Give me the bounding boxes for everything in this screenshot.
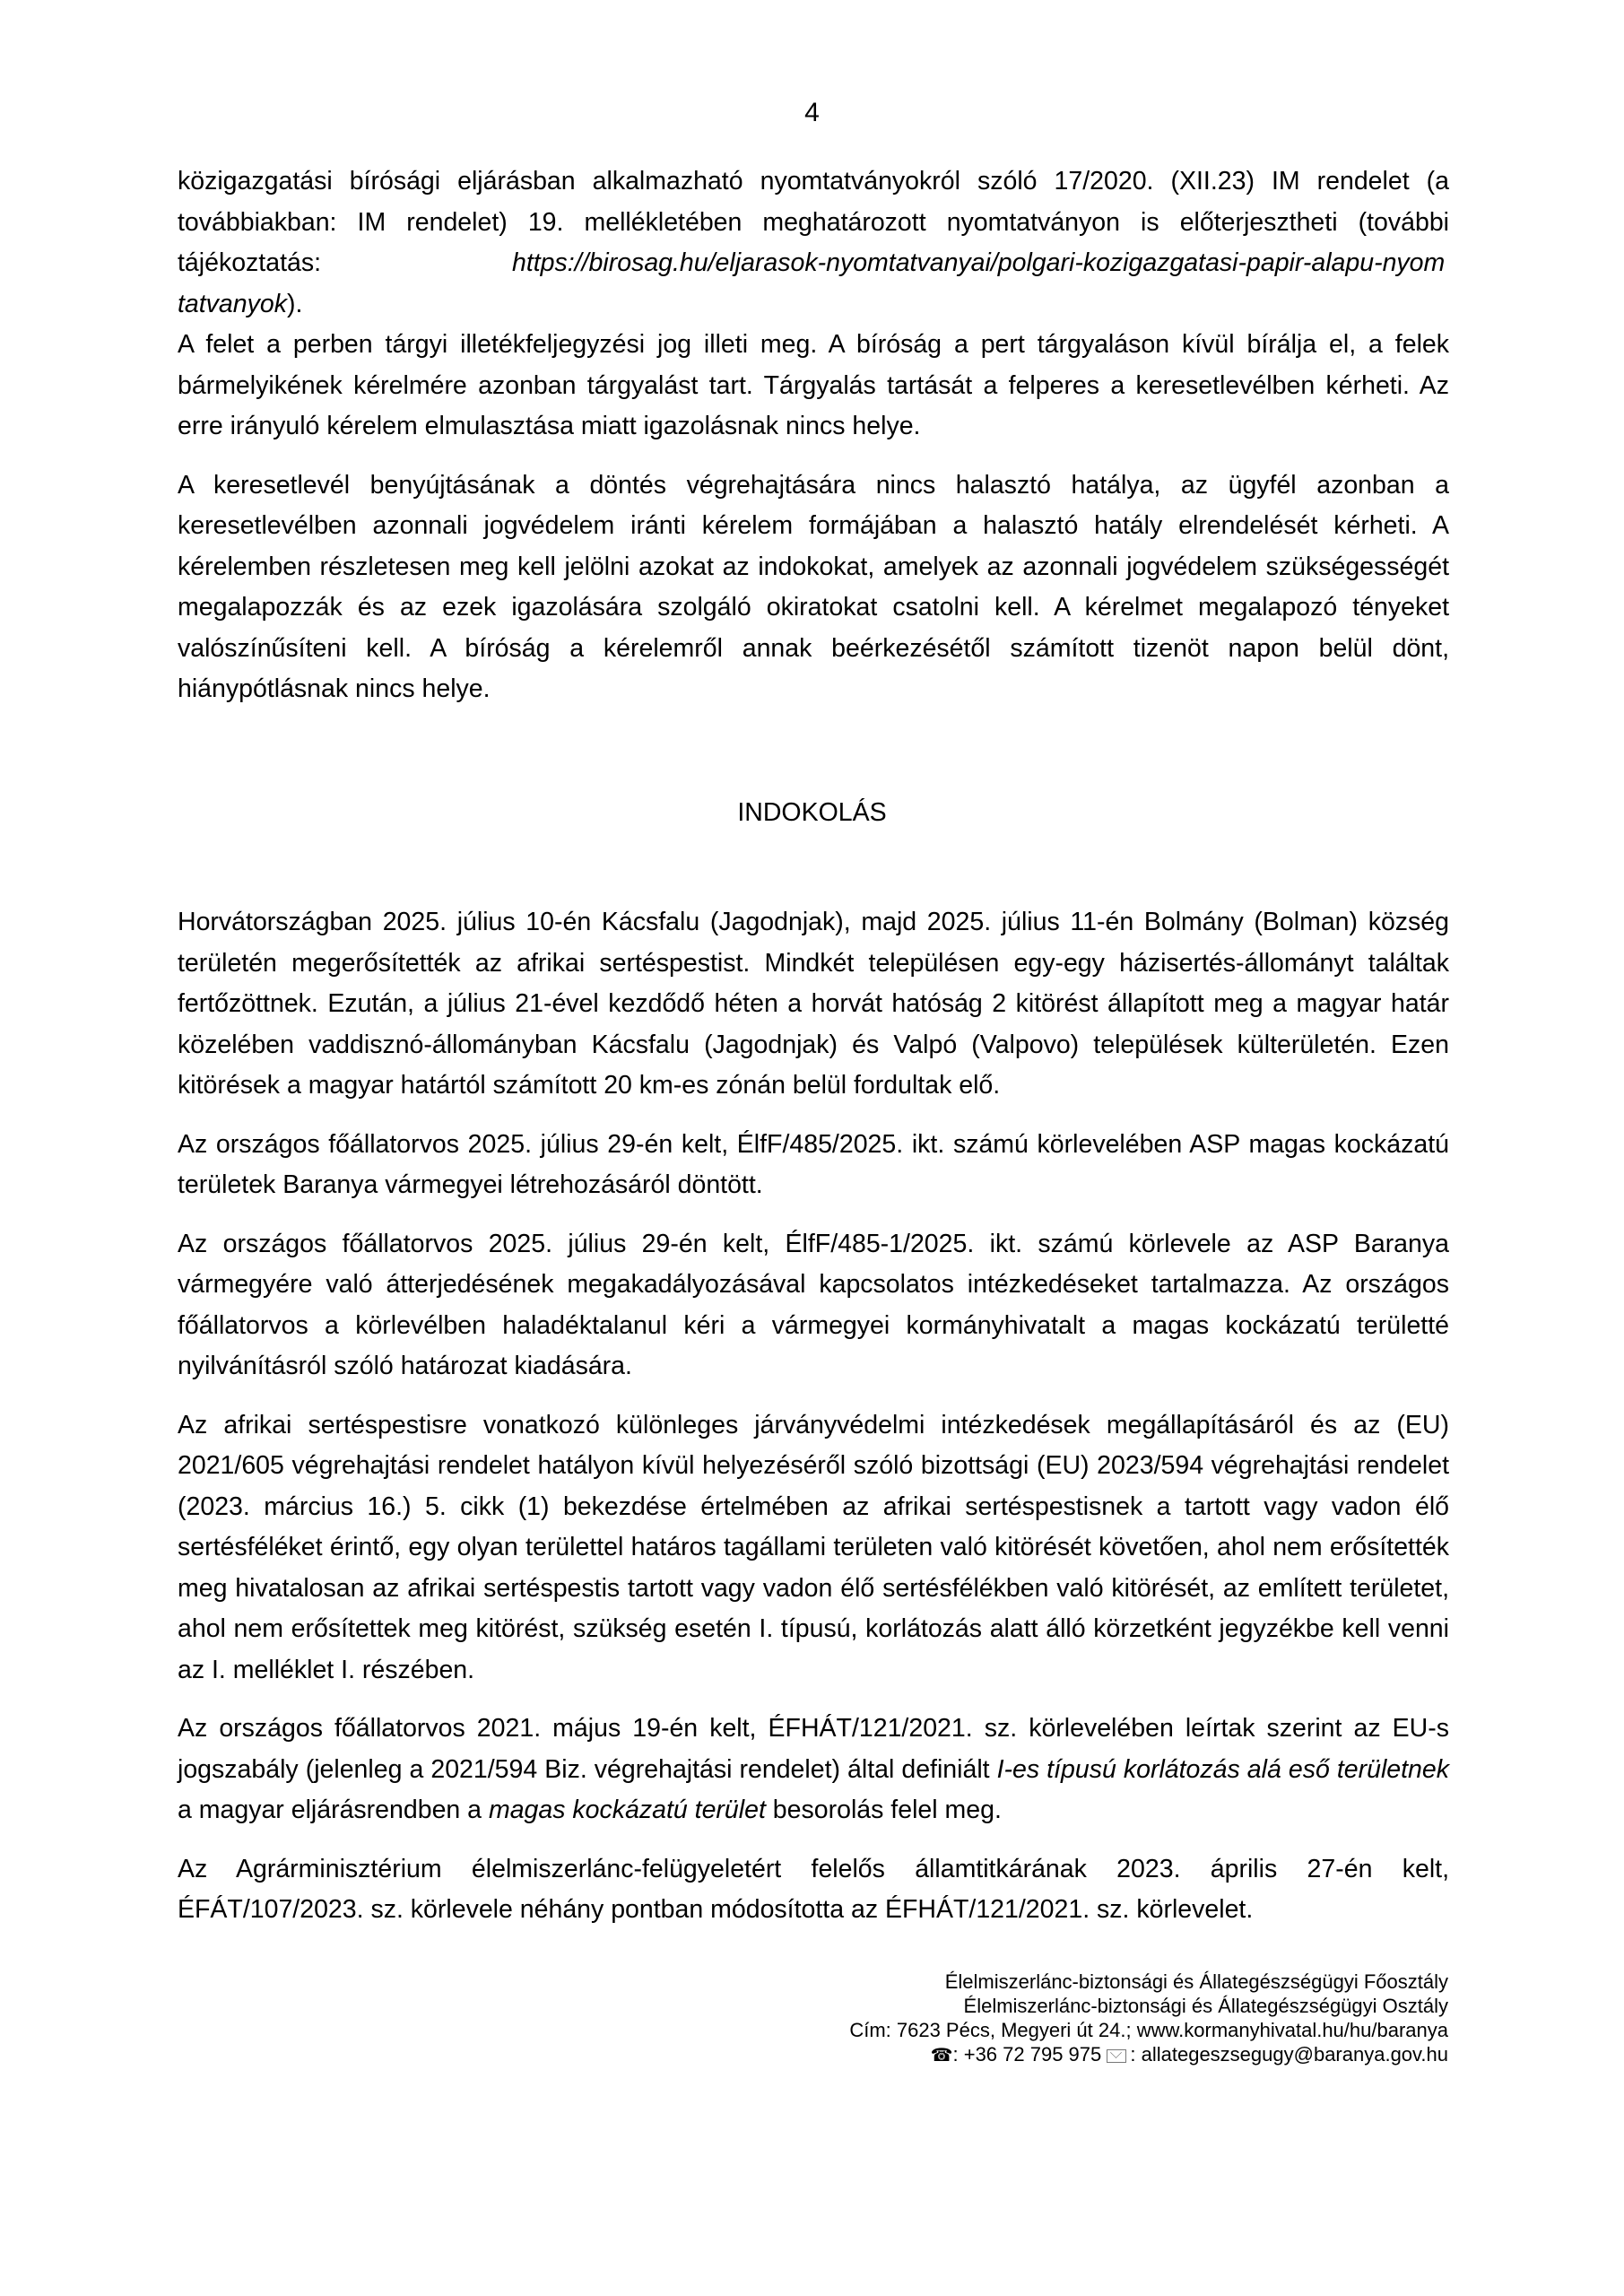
p5-emphasis-1: I-es típusú korlátozás alá eső területnek xyxy=(996,1754,1450,1784)
footer-phone: : +36 72 795 975 xyxy=(952,2043,1102,2066)
paragraph-2: A felet a perben tárgyi illetékfeljegyzési jog illeti meg. A bíróság a pert tárgyaláson kívül bírálja el, a felek bármelyikének kérelmére azonban tárgyalást tart. Tárgyalás tartását a felperes a keresetlevélben kérheti. Az erre irányuló kérelem elmulasztása miatt igazolásnak nincs helye. xyxy=(178,330,1449,440)
p5-part3: besorolás felel meg. xyxy=(765,1796,1002,1824)
phone-icon: ☎ xyxy=(930,2046,953,2066)
reasoning-paragraph-4: Az afrikai sertéspestisre vonatkozó különleges járványvédelmi intézkedések megállapításáról és az (EU) 2021/605 végrehajtási rendelet hatályon kívül helyezéséről szóló bizottsági (EU) 2023/594 végrehajtási rendelet (2023. március 16.) 5. cikk (1) bekezdése értelmében az afrikai sertéspestisnek a tartott vagy vadon élő sertésféléket érintő, egy olyan területtel határos tagállami területen való kitörését követően, ahol nem erősítették meg hivatalosan az afrikai sertéspestis tartott vagy vadon élő sertésfélékben való kitörését, az említett területet, ahol nem erősítettek meg kitörést, szükség esetén I. típusú, korlátozás alatt álló körzetként jegyzékbe kell venni az I. melléklet I. részében. xyxy=(178,1410,1449,1684)
reasoning-section xyxy=(178,902,1449,1931)
p5-part1: Az országos főállatorvos 2021. május 19-én kelt, ÉFHÁT/121/2021. sz. körlevelében leírtak szerint az EU-s jogszabály (jelenleg a 2021/594 Biz. végrehajtási rendelet) által definiált xyxy=(178,1714,1449,1784)
reasoning-paragraph-5 xyxy=(178,1709,1449,1831)
paragraph-3: A keresetlevél benyújtásának a döntés végrehajtására nincs halasztó hatálya, az ügyfél azonban a keresetlevélben azonnali jogvédelem iránti kérelem formájában a halasztó hatály elrendelését kérheti. A kérelemben részletesen meg kell jelölni azokat az indokokat, amelyek az azonnali jogvédelem szükségességét megalapozzák és az ezek igazolására szolgáló okiratokat csatolni kell. A kérelmet megalapozó tényeket valószínűsíteni kell. A bíróság a kérelemről annak beérkezésétől számított tizenöt napon belül dönt, hiánypótlásnak nincs helye. xyxy=(178,470,1449,703)
footer-contact xyxy=(849,2042,1448,2068)
p5-emphasis-2: magas kockázatú terület xyxy=(488,1796,766,1824)
footer xyxy=(849,1970,1448,2068)
p1-url: https://birosag.hu/eljarasok-nyomtatvanyai/polgari-kozigazgatasi-papir-alapu-nyomtatvanyok xyxy=(178,248,1446,318)
footer-department: Élelmiszerlánc-biztonsági és Állategészségügyi Főosztály xyxy=(944,1970,1448,1993)
page-number: 4 xyxy=(804,98,820,127)
reasoning-paragraph-2: Az országos főállatorvos 2025. július 29-én kelt, ÉlfF/485/2025. ikt. számú körlevelében ASP magas kockázatú területek Baranya vármegyei létrehozásáról döntött. xyxy=(178,1129,1449,1199)
top-section xyxy=(178,161,1449,710)
p1-line1: közigazgatási bírósági eljárásban alkalmazható nyomtatványokról szóló 17/2020. (XII.23) IM rendelet (a xyxy=(178,167,1449,196)
reasoning-paragraph-1: Horvátországban 2025. július 10-én Kácsfalu (Jagodnjak), majd 2025. július 11-én Bolmány (Bolman) község területén megerősítették az afrikai sertéspestist. Mindkét településen egy-egy házisertés-állományt találtak fertőzöttnek. Ezután, a július 21-ével kezdődő héten a horvát hatóság 2 kitörést állapított meg a magyar határ közelében vaddisznó-állományban Kácsfalu (Jagodnjak) és Valpó (Valpovo) települések külterületén. Ezen kitörések a magyar határtól számított 20 km-es zónán belül fordultak elő. xyxy=(178,908,1449,1100)
footer-unit: Élelmiszerlánc-biztonsági és Állategészségügyi Osztály xyxy=(963,1995,1448,2017)
mail-icon xyxy=(1107,2049,1126,2063)
p1-label: tájékoztatás: xyxy=(178,248,322,277)
section-heading: INDOKOLÁS xyxy=(737,798,887,827)
p1-rest xyxy=(178,243,1449,325)
reasoning-paragraph-3: Az országos főállatorvos 2025. július 29-én kelt, ÉlfF/485-1/2025. ikt. számú körlevele az ASP Baranya vármegyére való átterjedésének megakadályozásával kapcsolatos intézkedéseket tartalmazza. Az országos főállatorvos a körlevélben haladéktalanul kéri a vármegyei kormányhivatalt a magas kockázatú területté nyilvánításról szóló határozat kiadására. xyxy=(178,1229,1449,1380)
footer-address: Cím: 7623 Pécs, Megyeri út 24.; www.kormanyhivatal.hu/hu/baranya xyxy=(849,2019,1448,2041)
p1-line2: továbbiakban: IM rendelet) 19. mellékletében meghatározott nyomtatványon is előterjesztheti (további xyxy=(178,207,1449,237)
reasoning-paragraph-6: Az Agrárminisztérium élelmiszerlánc-felügyeletért felelős államtitkárának 2023. április 27-én kelt, ÉFÁT/107/2023. sz. körlevele néhány pontban módosította az ÉFHÁT/121/2021. sz. körlevelet. xyxy=(178,1854,1449,1924)
footer-email: : allategeszsegugy@baranya.gov.hu xyxy=(1130,2043,1448,2066)
p5-part2: a magyar eljárásrendben a xyxy=(178,1796,489,1824)
p1-closing: ). xyxy=(287,289,303,318)
